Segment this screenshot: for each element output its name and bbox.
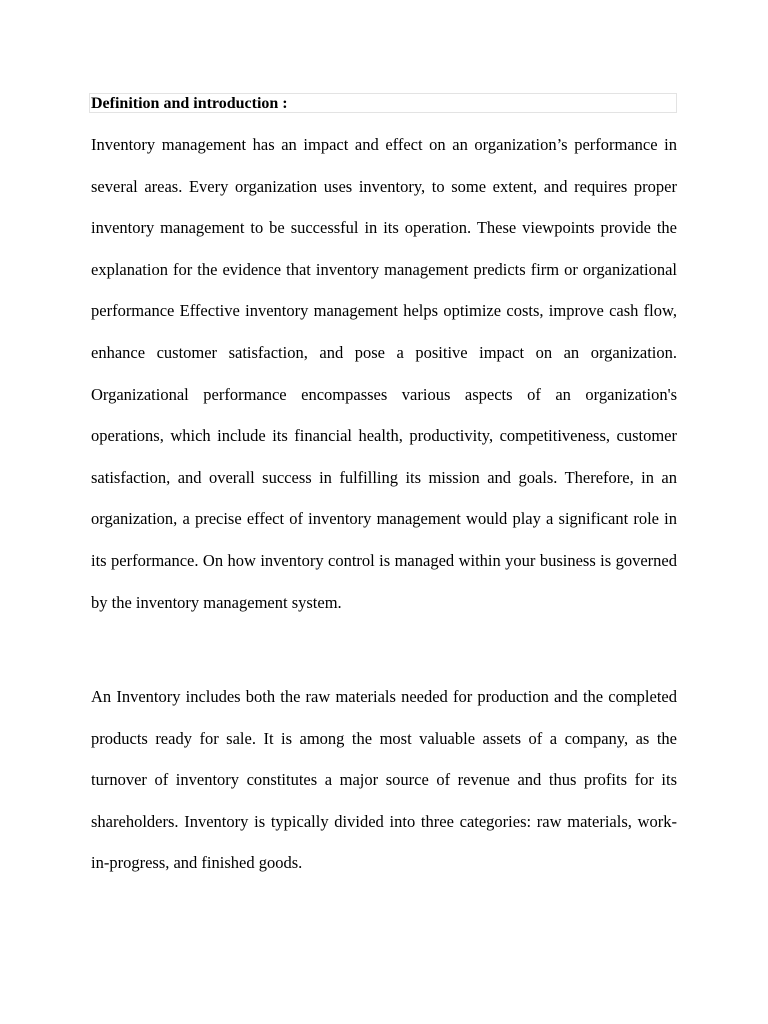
paragraph-2: An Inventory includes both the raw materials needed for production and the completed products ready for sale. It is among the most valuable assets of a company, as the turnover of inventory constitutes a major source of revenue and thus profits for its shareholders. Inventory is typically divided into three categories: raw materials, work-in-progress, and finished goods. xyxy=(91,687,677,873)
paragraph-1: Inventory management has an impact and effect on an organization’s performance in several areas. Every organization uses inventory, to some extent, and requires proper inventory management to be successful in its operation. These viewpoints provide the explanation for the evidence that inventory management predicts firm or organizational performance Effective inventory management helps optimize costs, improve cash flow, enhance customer satisfaction, and pose a positive impact on an organization. Organizational performance encompasses various aspects of an organization's operations, which include its financial health, productivity, competitiveness, customer satisfaction, and overall success in fulfilling its mission and goals. Therefore, in an organization, a precise effect of inventory management would play a significant role in its performance. On how inventory control is managed within your business is governed by the inventory management system. xyxy=(91,135,677,612)
section-heading: Definition and introduction : xyxy=(91,95,288,112)
